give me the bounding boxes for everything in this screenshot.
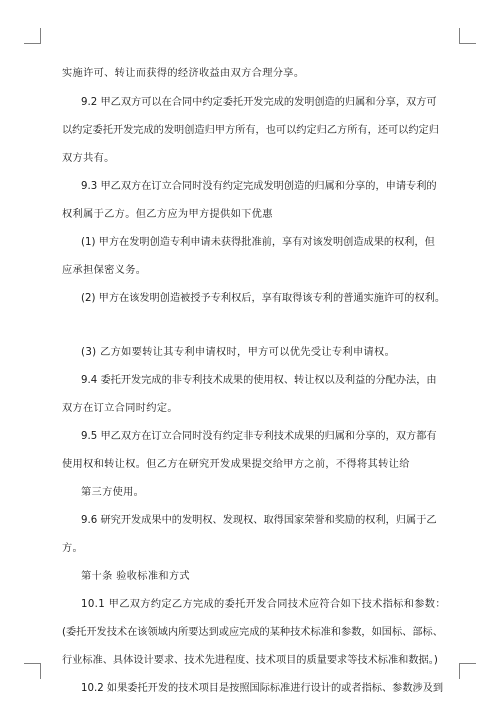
text-line: 使用权和转让权。但乙方在研究开发成果提交给甲方之前，不得将其转让给 [62, 459, 410, 470]
text-line: 方。 [62, 543, 84, 554]
clause-10-1: 10.1 甲乙双方约定乙方完成的委托开发合同技术应符合如下技术指标和参数： [81, 599, 446, 610]
text-line: 应承担保密义务。 [62, 265, 147, 276]
clause-9-3: 9.3 甲乙双方在订立合同时没有约定完成发明创造的归属和分享的，申请专利的 [81, 181, 437, 192]
article-10-heading: 第十条 验收标准和方式 [81, 571, 190, 582]
text-line: 双方在订立合同时约定。 [62, 403, 178, 414]
crop-mark-bottom-left-vertical [40, 663, 41, 679]
text-line: 以约定委托开发完成的发明创造归甲方所有，也可以约定归乙方所有，还可以约定归 [62, 125, 439, 136]
text-line: (委托开发技术在该领域内所要达到或应完成的某种技术标准和参数，如国标、部标、 [62, 627, 443, 638]
text-line: 权利属于乙方。但乙方应为甲方提供如下优惠 [62, 209, 273, 220]
crop-mark-bottom-right-horizontal [459, 663, 476, 664]
clause-9-4: 9.4 委托开发完成的非专利技术成果的使用权、转让权以及利益的分配办法，由 [81, 375, 437, 386]
clause-9-6: 9.6 研究开发成果中的发明权、发现权、取得国家荣誉和奖励的权利，归属于乙 [81, 515, 437, 526]
crop-mark-top-left-vertical [40, 28, 41, 44]
text-line: 第三方使用。 [81, 487, 145, 498]
crop-mark-bottom-left-horizontal [24, 663, 41, 664]
crop-mark-bottom-right-vertical [459, 663, 460, 679]
crop-mark-top-right-horizontal [459, 43, 476, 44]
text-line: 行业标准、具体设计要求、技术先进程度、技术项目的质量要求等技术标准和数据。) [62, 655, 438, 666]
crop-mark-top-right-vertical [459, 28, 460, 44]
crop-mark-top-left-horizontal [24, 43, 41, 44]
text-line: 实施许可、转让而获得的经济收益由双方合理分享。 [62, 68, 305, 79]
clause-9-2: 9.2 甲乙双方可以在合同中约定委托开发完成的发明创造的归属和分享，双方可 [81, 97, 437, 108]
item-1: (1) 甲方在发明创造专利申请未获得批准前，享有对该发明创造成果的权利，但 [81, 237, 435, 248]
item-3: (3) 乙方如要转让其专利申请权时，甲方可以优先受让专利申请权。 [81, 347, 396, 358]
item-2: (2) 甲方在该发明创造被授予专利权后，享有取得该专利的普通实施许可的权利。 [81, 293, 446, 304]
clause-9-5: 9.5 甲乙双方在订立合同时没有约定非专利技术成果的归属和分享的，双方都有 [81, 431, 437, 442]
clause-10-2: 10.2 如果委托开发的技术项目是按照国际标准进行设计的或者指标、参数涉及到 [81, 683, 444, 694]
text-line: 双方共有。 [62, 153, 115, 164]
